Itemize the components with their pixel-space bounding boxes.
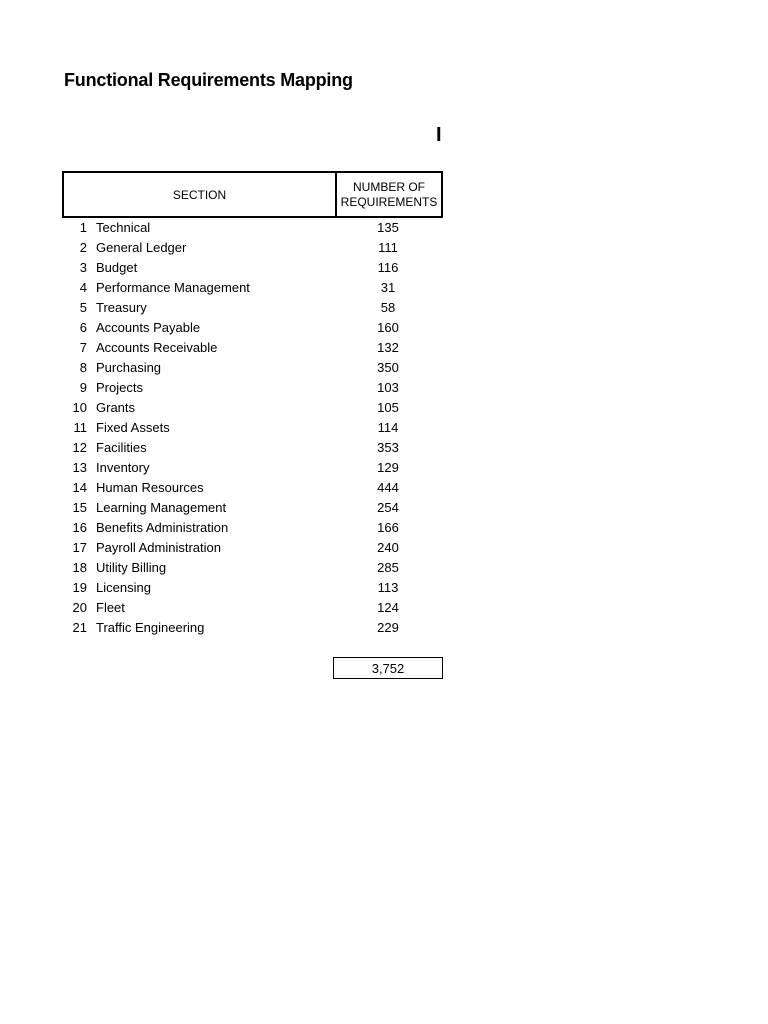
row-number: 10 bbox=[72, 399, 87, 415]
requirement-count: 285 bbox=[377, 560, 399, 576]
requirements-column-header: NUMBER OF REQUIREMENTS bbox=[340, 179, 438, 209]
table-header bbox=[62, 171, 443, 218]
section-name: Treasury bbox=[96, 299, 147, 315]
section-name: Projects bbox=[96, 379, 143, 395]
requirement-count: 229 bbox=[377, 620, 399, 636]
section-name: Technical bbox=[96, 219, 151, 235]
table-row bbox=[62, 417, 443, 437]
table-row bbox=[62, 237, 443, 257]
table-row bbox=[62, 558, 443, 578]
section-name: Benefits Administration bbox=[96, 520, 229, 536]
table-row bbox=[62, 277, 443, 297]
row-number: 19 bbox=[72, 580, 87, 596]
row-number: 18 bbox=[72, 560, 87, 576]
table-row bbox=[62, 598, 443, 618]
table-row bbox=[62, 217, 443, 237]
section-name: Accounts Payable bbox=[96, 319, 201, 335]
requirement-count: 350 bbox=[377, 359, 399, 375]
requirement-count: 240 bbox=[377, 540, 399, 556]
row-number: 6 bbox=[79, 319, 87, 335]
table-row bbox=[62, 357, 443, 377]
table-row bbox=[62, 478, 443, 498]
requirement-count: 111 bbox=[378, 239, 398, 255]
section-name: Licensing bbox=[96, 580, 151, 596]
section-column-header: SECTION bbox=[64, 173, 337, 216]
row-number: 12 bbox=[72, 440, 87, 456]
section-name: Accounts Receivable bbox=[96, 339, 218, 355]
table-row bbox=[62, 458, 443, 478]
requirement-count: 135 bbox=[377, 219, 399, 235]
section-name: Payroll Administration bbox=[96, 540, 221, 556]
requirement-count: 105 bbox=[377, 399, 399, 415]
table-row bbox=[62, 377, 443, 397]
row-number: 21 bbox=[72, 620, 87, 636]
row-number: 1 bbox=[79, 219, 87, 235]
row-number: 4 bbox=[79, 279, 87, 295]
page-title: Functional Requirements Mapping bbox=[64, 70, 353, 90]
table-row bbox=[62, 337, 443, 357]
row-number: 14 bbox=[72, 480, 87, 496]
section-name: Performance Management bbox=[96, 279, 250, 295]
requirement-count: 166 bbox=[377, 520, 399, 536]
requirement-count: 31 bbox=[380, 279, 396, 295]
requirement-count: 124 bbox=[377, 600, 399, 616]
requirement-count: 254 bbox=[377, 500, 399, 516]
requirements-table-body bbox=[62, 217, 443, 638]
section-name: Traffic Engineering bbox=[96, 620, 205, 636]
row-number: 7 bbox=[79, 339, 87, 355]
section-name: Purchasing bbox=[96, 359, 162, 375]
table-row bbox=[62, 618, 443, 638]
row-number: 16 bbox=[72, 520, 87, 536]
row-number: 11 bbox=[73, 419, 87, 435]
requirement-count: 116 bbox=[377, 259, 399, 275]
section-name: Budget bbox=[96, 259, 138, 275]
table-row bbox=[62, 317, 443, 337]
row-number: 5 bbox=[79, 299, 87, 315]
requirement-count: 132 bbox=[377, 339, 399, 355]
table-row bbox=[62, 257, 443, 277]
row-number: 20 bbox=[72, 600, 87, 616]
table-row bbox=[62, 538, 443, 558]
corner-mark: I bbox=[436, 124, 442, 146]
section-name: Human Resources bbox=[96, 480, 204, 496]
row-number: 13 bbox=[72, 460, 87, 476]
table-row bbox=[62, 578, 443, 598]
row-number: 8 bbox=[79, 359, 87, 375]
row-number: 3 bbox=[79, 259, 87, 275]
requirement-count: 353 bbox=[377, 440, 399, 456]
section-name: Inventory bbox=[96, 460, 150, 476]
section-name: Utility Billing bbox=[96, 560, 167, 576]
table-row bbox=[62, 518, 443, 538]
row-number: 15 bbox=[72, 500, 87, 516]
section-name: Facilities bbox=[96, 440, 147, 456]
row-number: 2 bbox=[79, 239, 87, 255]
requirement-count: 58 bbox=[380, 299, 396, 315]
table-row bbox=[62, 498, 443, 518]
requirement-count: 114 bbox=[377, 419, 399, 435]
row-number: 17 bbox=[72, 540, 87, 556]
section-name: Grants bbox=[96, 399, 136, 415]
section-name: Fleet bbox=[96, 600, 125, 616]
requirement-count: 444 bbox=[377, 480, 399, 496]
requirement-count: 129 bbox=[377, 460, 399, 476]
requirement-count: 103 bbox=[377, 379, 399, 395]
row-number: 9 bbox=[79, 379, 87, 395]
table-row bbox=[62, 297, 443, 317]
section-name: Learning Management bbox=[96, 500, 227, 516]
requirement-count: 160 bbox=[377, 319, 399, 335]
section-name: General Ledger bbox=[96, 239, 187, 255]
section-name: Fixed Assets bbox=[96, 419, 170, 435]
requirement-count: 113 bbox=[377, 580, 399, 596]
table-row bbox=[62, 438, 443, 458]
total-requirements: 3,752 bbox=[333, 657, 443, 679]
table-row bbox=[62, 397, 443, 417]
